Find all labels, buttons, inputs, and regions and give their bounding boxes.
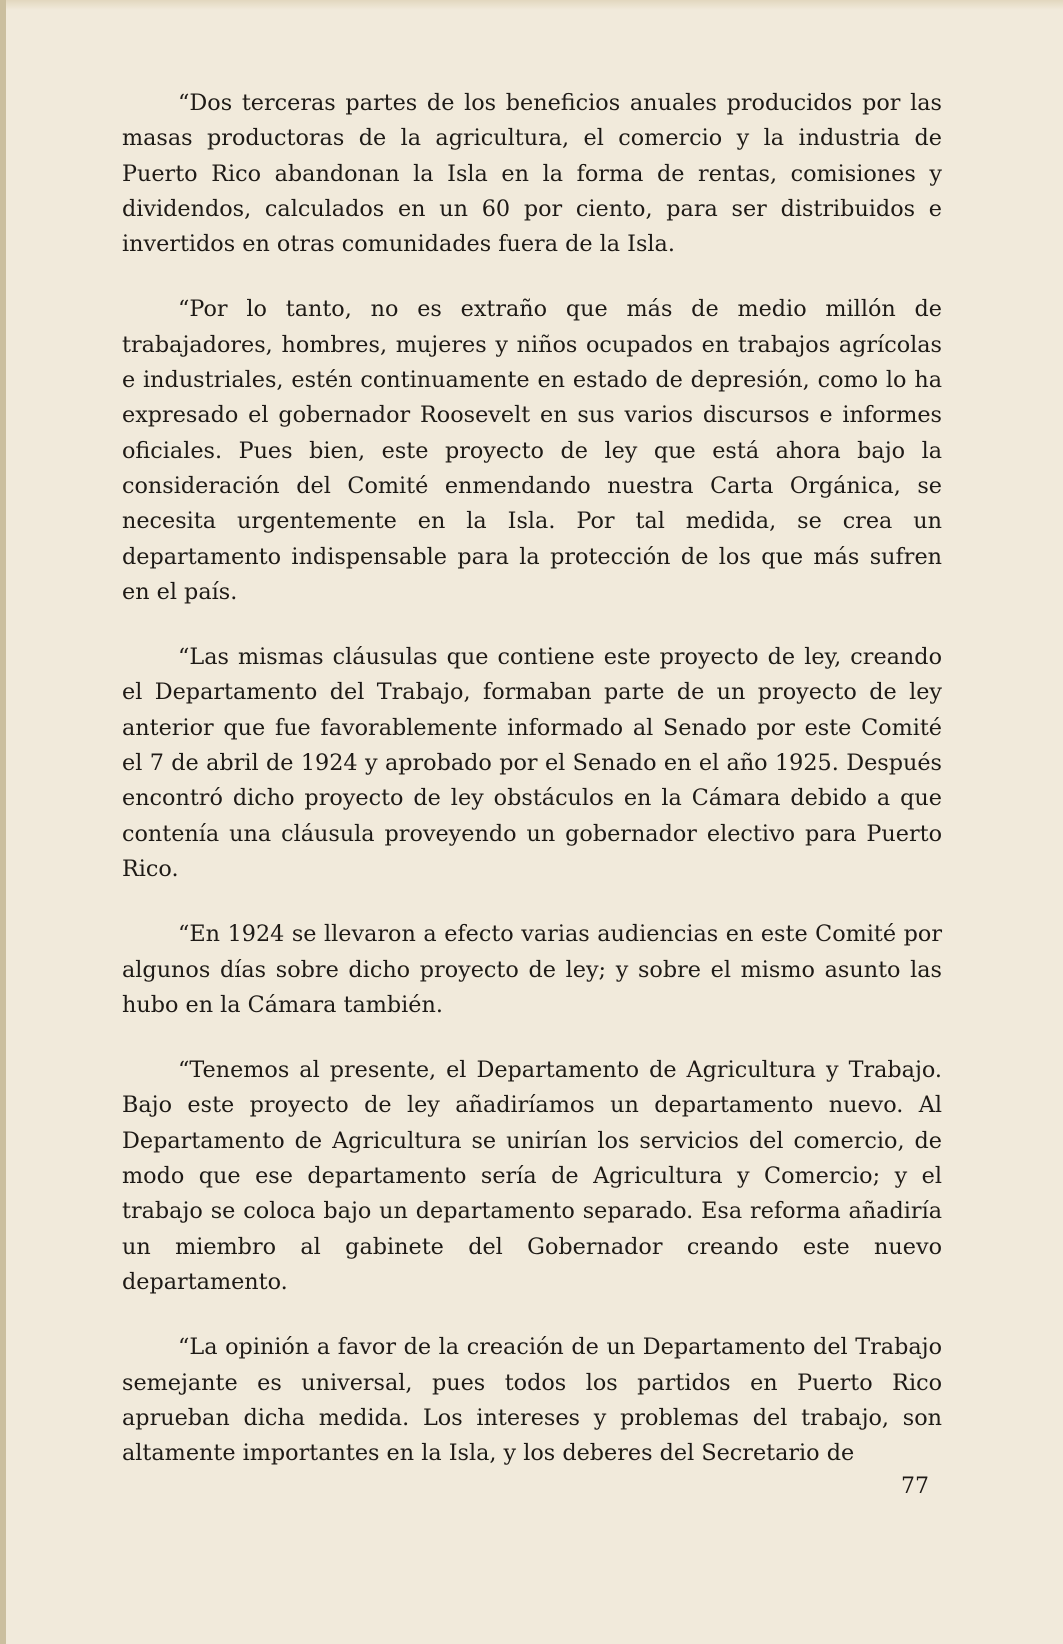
paragraph-6: “La opinión a favor de la creación de un Departamento del Trabajo semejante es universal, pues todos los partidos en Puerto Rico aprueban dicha medida. Los intereses y problemas del trabajo, son altamente importantes en la Isla, y los deberes del Secretario de: [122, 1334, 942, 1467]
page-number: 77: [901, 1474, 929, 1499]
paragraph-2: “Por lo tanto, no es extraño que más de medio millón de trabajadores, hombres, mujeres y niños ocupados en trabajos agrícolas e industriales, estén continuamente en estado de depresión, como lo ha expresado el gobernador Roosevelt en sus varios discursos e informes oficiales. Pues bien, este proyecto de ley que está ahora bajo la consideración del Comité enmendando nuestra Carta Orgánica, se necesita urgentemente en la Isla. Por tal medida, se crea un departamento indispensable para la protección de los que más sufren en el país.: [122, 296, 942, 605]
paragraph-5: “Tenemos al presente, el Departamento de Agricultura y Trabajo. Bajo este proyecto de ley añadiríamos un departamento nuevo. Al Departamento de Agricultura se unirían los servicios del comercio, de modo que ese departamento sería de Agricultura y Comercio; y el trabajo se coloca bajo un departamento separado. Esa reforma añadiría un miembro al gabinete del Gobernador creando este nuevo departamento.: [122, 1057, 942, 1295]
paragraph-3: “Las mismas cláusulas que contiene este proyecto de ley, creando el Departamento del Trabajo, formaban parte de un proyecto de ley anterior que fue favorablemente informado al Senado por este Comité el 7 de abril de 1924 y aprobado por el Senado en el año 1925. Después encontró dicho proyecto de ley obstáculos en la Cámara debido a que contenía una cláusula proveyendo un gobernador electivo para Puerto Rico.: [122, 644, 942, 882]
paragraph-4: “En 1924 se llevaron a efecto varias audiencias en este Comité por algunos días sobre dicho proyecto de ley; y sobre el mismo asunto las hubo en la Cámara también.: [122, 921, 942, 1018]
body-text: [122, 86, 942, 1501]
paragraph-1: “Dos terceras partes de los beneficios anuales producidos por las masas productoras de la agricultura, el comercio y la industria de Puerto Rico abandonan la Isla en la forma de rentas, comisiones y dividendos, calculados en un 60 por ciento, para ser distribuidos e invertidos en otras comunidades fuera de la Isla.: [122, 90, 942, 258]
